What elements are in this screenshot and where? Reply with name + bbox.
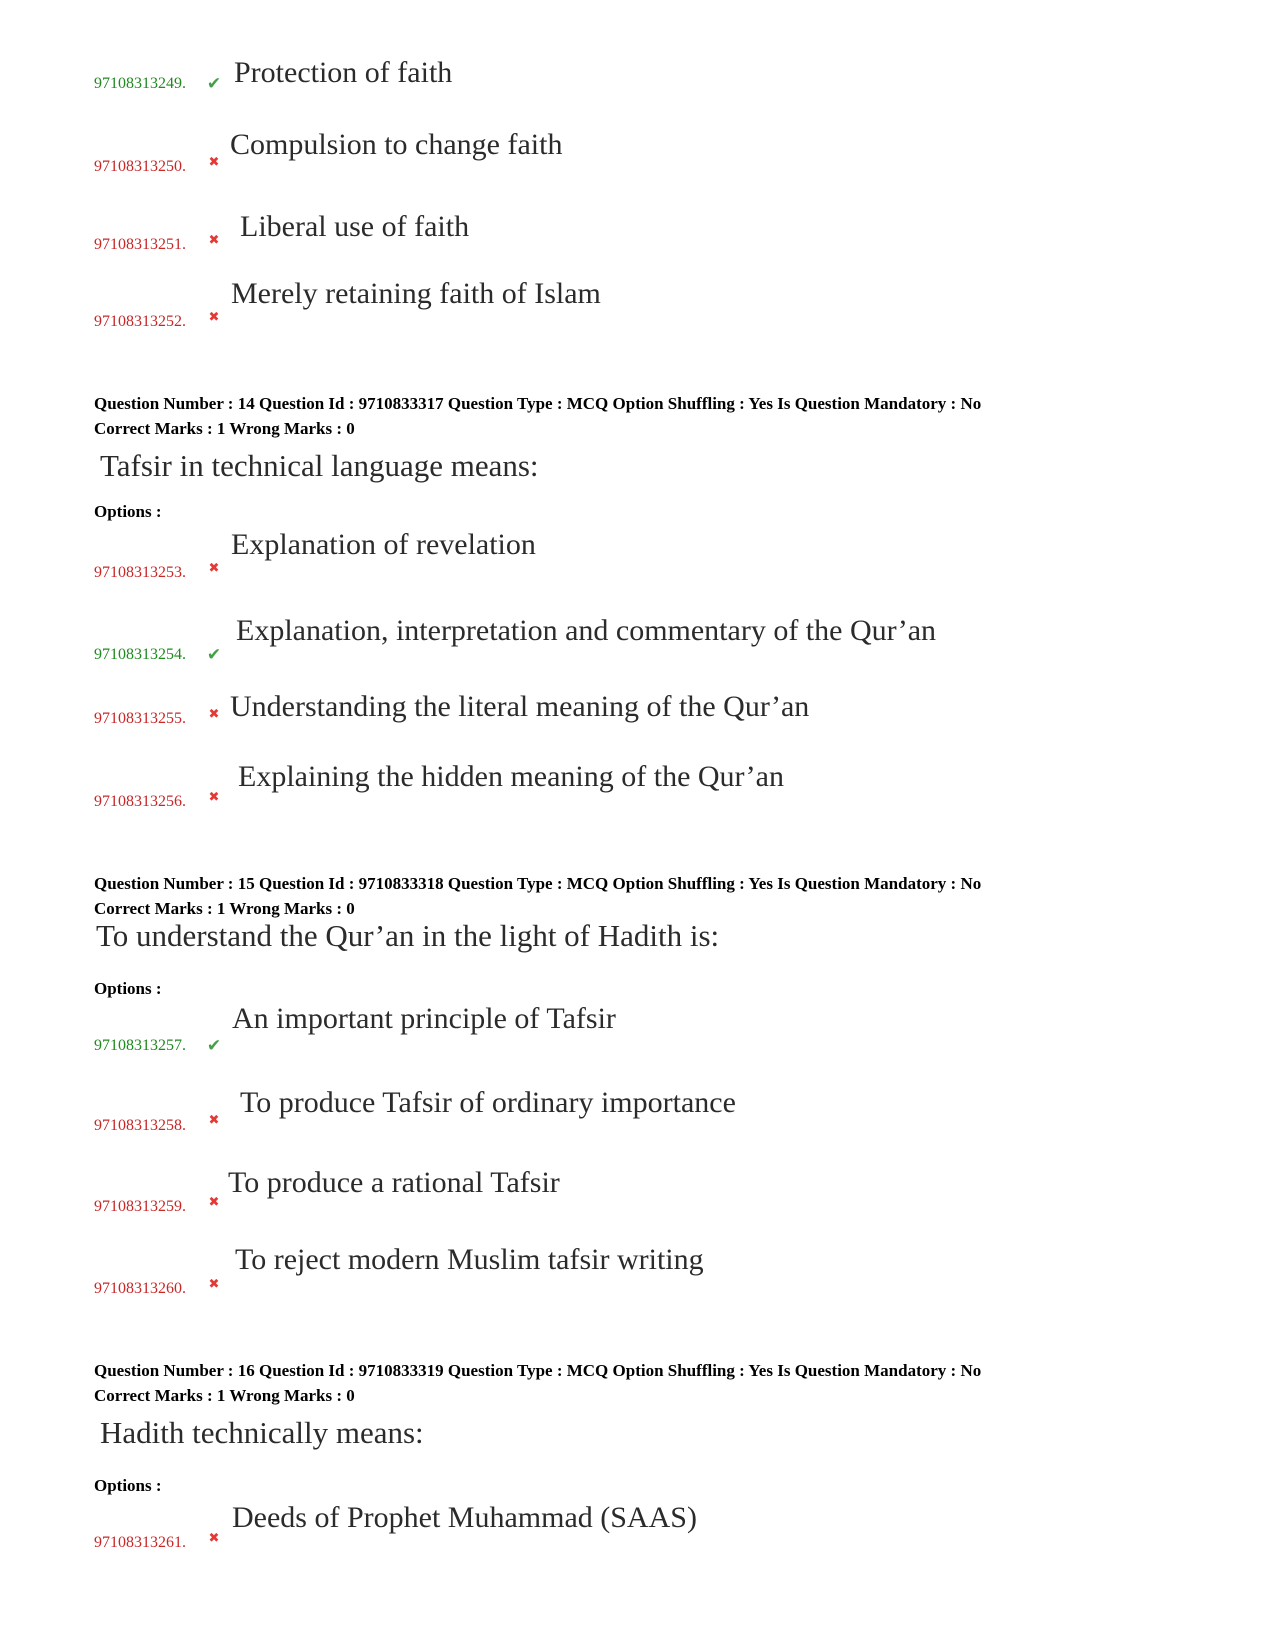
option-id: 97108313256. bbox=[94, 793, 186, 810]
correct-check-icon: ✔ bbox=[206, 1036, 222, 1056]
option-id: 97108313252. bbox=[94, 313, 186, 330]
option-id: 97108313257. bbox=[94, 1037, 186, 1054]
question-marks-line: Correct Marks : 1 Wrong Marks : 0 bbox=[94, 419, 355, 438]
option-text: An important principle of Tafsir bbox=[232, 1002, 616, 1035]
option-id: 97108313249. bbox=[94, 75, 186, 92]
option-id: 97108313259. bbox=[94, 1198, 186, 1215]
wrong-cross-icon: ✖ bbox=[208, 310, 220, 325]
option-id: 97108313254. bbox=[94, 646, 186, 663]
wrong-cross-icon: ✖ bbox=[208, 1277, 220, 1292]
options-label: Options : bbox=[94, 979, 162, 998]
option-text: To produce Tafsir of ordinary importance bbox=[240, 1086, 736, 1119]
option-id: 97108313250. bbox=[94, 158, 186, 175]
wrong-cross-icon: ✖ bbox=[208, 233, 220, 248]
question-marks-line: Correct Marks : 1 Wrong Marks : 0 bbox=[94, 899, 355, 918]
question-marks-line: Correct Marks : 1 Wrong Marks : 0 bbox=[94, 1386, 355, 1405]
option-text: Explanation of revelation bbox=[231, 528, 536, 561]
option-text: Understanding the literal meaning of the Qur’an bbox=[230, 690, 810, 723]
question-header bbox=[94, 871, 981, 921]
question-header bbox=[94, 1358, 981, 1408]
question-header bbox=[94, 391, 981, 441]
question-meta-line: Question Number : 14 Question Id : 9710833317 Question Type : MCQ Option Shuffling : Yes Is Question Mandatory : No bbox=[94, 394, 982, 413]
option-id: 97108313261. bbox=[94, 1534, 186, 1551]
question-meta-line: Question Number : 16 Question Id : 9710833319 Question Type : MCQ Option Shuffling : Yes Is Question Mandatory : No bbox=[94, 1361, 982, 1380]
question-text: To understand the Qur’an in the light of Hadith is: bbox=[96, 918, 720, 953]
wrong-cross-icon: ✖ bbox=[208, 561, 220, 576]
option-text: To reject modern Muslim tafsir writing bbox=[235, 1243, 704, 1276]
option-text: Explaining the hidden meaning of the Qur’an bbox=[238, 760, 784, 793]
option-text: Explanation, interpretation and commentary of the Qur’an bbox=[236, 614, 937, 647]
question-meta-line: Question Number : 15 Question Id : 9710833318 Question Type : MCQ Option Shuffling : Yes Is Question Mandatory : No bbox=[94, 874, 982, 893]
question-text: Hadith technically means: bbox=[100, 1415, 424, 1450]
options-label: Options : bbox=[94, 502, 162, 521]
correct-check-icon: ✔ bbox=[206, 74, 222, 94]
option-text: Protection of faith bbox=[234, 56, 453, 89]
option-id: 97108313253. bbox=[94, 564, 186, 581]
option-text: Liberal use of faith bbox=[240, 210, 470, 243]
wrong-cross-icon: ✖ bbox=[208, 155, 220, 170]
option-text: To produce a rational Tafsir bbox=[228, 1166, 560, 1199]
option-id: 97108313255. bbox=[94, 710, 186, 727]
wrong-cross-icon: ✖ bbox=[208, 790, 220, 805]
options-label: Options : bbox=[94, 1476, 162, 1495]
option-id: 97108313258. bbox=[94, 1117, 186, 1134]
option-id: 97108313251. bbox=[94, 236, 186, 253]
option-text: Deeds of Prophet Muhammad (SAAS) bbox=[232, 1501, 697, 1534]
wrong-cross-icon: ✖ bbox=[208, 1531, 220, 1546]
option-text: Compulsion to change faith bbox=[230, 128, 563, 161]
wrong-cross-icon: ✖ bbox=[208, 1113, 220, 1128]
option-id: 97108313260. bbox=[94, 1280, 186, 1297]
wrong-cross-icon: ✖ bbox=[208, 707, 220, 722]
question-text: Tafsir in technical language means: bbox=[100, 448, 539, 483]
correct-check-icon: ✔ bbox=[206, 645, 222, 665]
wrong-cross-icon: ✖ bbox=[208, 1195, 220, 1210]
option-text: Merely retaining faith of Islam bbox=[231, 277, 601, 310]
